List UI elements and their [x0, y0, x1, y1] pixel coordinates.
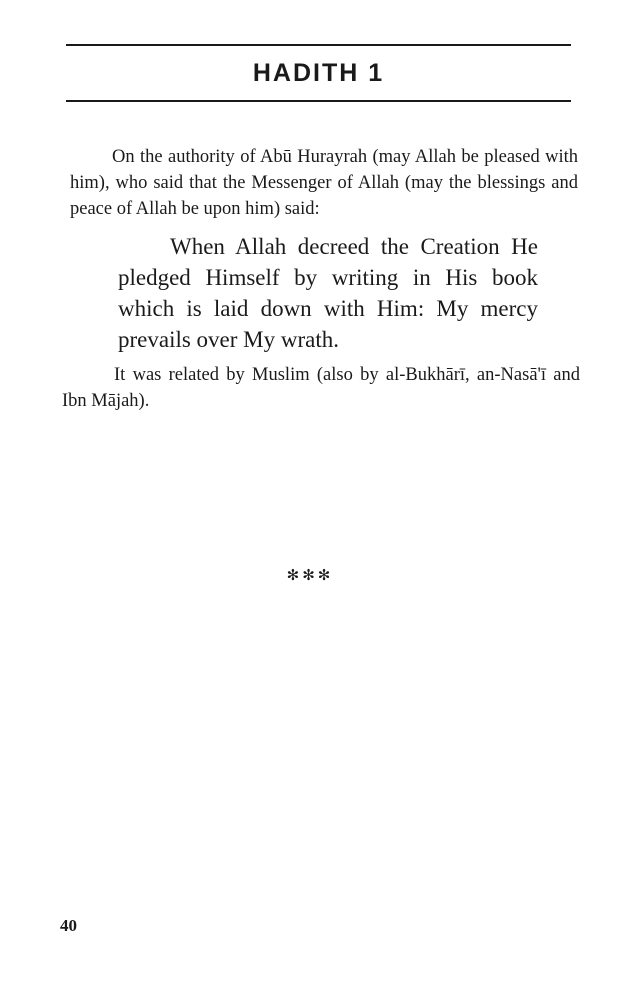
source-paragraph: It was related by Muslim (also by al-Bukhārī, an-Nasā'ī and Ibn Mājah).	[62, 365, 580, 411]
top-rule	[66, 44, 571, 46]
bottom-rule	[66, 100, 571, 102]
section-separator: ✻✻✻	[286, 566, 334, 584]
intro-paragraph: On the authority of Abū Hurayrah (may Allah be pleased with him), who said that the Messenger of Allah (may the blessings and peace of Allah be upon him) said:	[70, 147, 578, 219]
page-title: HADITH 1	[252, 59, 385, 87]
hadith-quote: When Allah decreed the Creation He pledged Himself by writing in His book which is laid down with Him: My mercy prevails over My wrath.	[118, 234, 538, 352]
page-number: 40	[60, 916, 77, 935]
